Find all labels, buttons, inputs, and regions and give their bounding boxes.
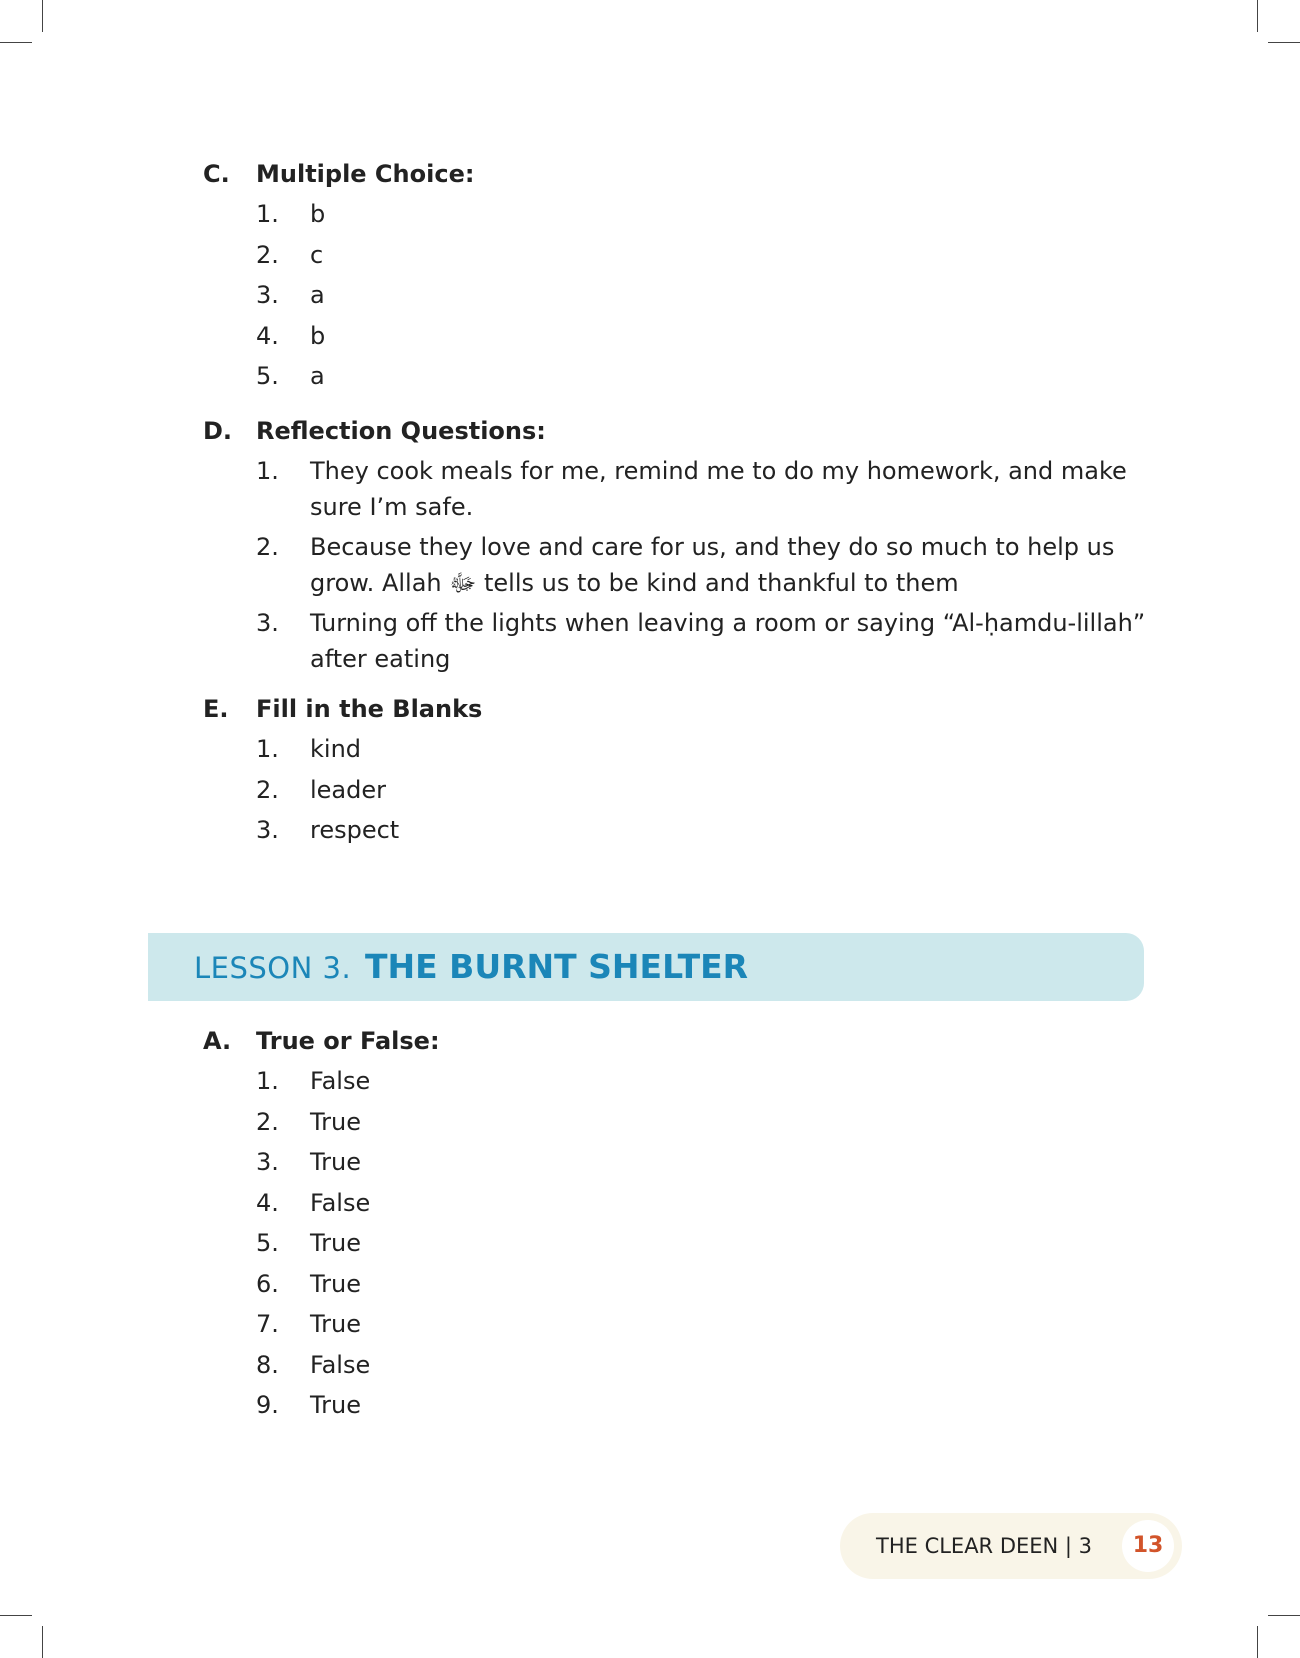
- lesson-number: LESSON 3.: [194, 951, 352, 985]
- item-number: 7.: [256, 1310, 279, 1338]
- list-item: [203, 1185, 1153, 1221]
- item-answer: They cook meals for me, remind me to do my homework, and make sure I’m safe.: [310, 457, 1127, 521]
- item-number: 8.: [256, 1350, 279, 1379]
- item-number: 1.: [256, 457, 279, 485]
- section-letter: E.: [203, 695, 229, 723]
- crop-mark: [0, 1615, 32, 1616]
- crop-mark: [1268, 1615, 1300, 1616]
- answer-list: [203, 1063, 1153, 1423]
- section-title: True or False:: [256, 1027, 440, 1055]
- list-item: [203, 1266, 1153, 1302]
- list-item: [203, 1225, 1153, 1261]
- answer-list: [203, 196, 1153, 394]
- list-item: [203, 318, 1153, 354]
- section-letter: A.: [203, 1027, 232, 1055]
- section-title: Multiple Choice:: [256, 160, 475, 188]
- crop-mark: [0, 42, 32, 43]
- item-number: 6.: [256, 1269, 279, 1298]
- item-number: 1.: [256, 1067, 279, 1095]
- list-item: [203, 772, 1153, 808]
- page-footer: [840, 1513, 1182, 1579]
- item-answer: b: [310, 321, 326, 350]
- crop-mark: [42, 1626, 43, 1658]
- item-number: 3.: [256, 281, 279, 309]
- section-heading: [203, 691, 1153, 727]
- item-number: 5.: [256, 362, 279, 390]
- list-item: [203, 529, 1153, 601]
- section-heading: [203, 156, 1153, 192]
- section-true-or-false: [203, 1023, 1153, 1428]
- list-item: [203, 237, 1153, 273]
- crop-mark: [1257, 1626, 1258, 1658]
- page-number: 13: [1122, 1520, 1174, 1572]
- list-item: [203, 358, 1153, 394]
- list-item: [203, 1387, 1153, 1423]
- section-letter: D.: [203, 417, 233, 445]
- item-number: 5.: [256, 1229, 279, 1257]
- list-item: [203, 812, 1153, 848]
- item-number: 1.: [256, 200, 279, 228]
- item-answer: kind: [310, 735, 362, 763]
- item-answer: a: [310, 362, 325, 390]
- crop-mark: [42, 0, 43, 32]
- item-number: 3.: [256, 1148, 279, 1176]
- item-answer: True: [310, 1107, 361, 1136]
- item-number: 4.: [256, 1188, 279, 1217]
- section-heading: [203, 1023, 1153, 1059]
- item-number: 2.: [256, 240, 279, 269]
- list-item: [203, 1347, 1153, 1383]
- item-answer: True: [310, 1148, 361, 1176]
- item-answer: c: [310, 240, 324, 269]
- item-answer: b: [310, 200, 326, 228]
- item-answer: leader: [310, 775, 387, 804]
- list-item: [203, 1306, 1153, 1342]
- item-number: 4.: [256, 321, 279, 350]
- item-answer: False: [310, 1350, 371, 1379]
- lesson-title: THE BURNT SHELTER: [365, 947, 749, 986]
- crop-mark: [1268, 42, 1300, 43]
- list-item: [203, 277, 1153, 313]
- section-title: Reflection Questions:: [256, 417, 546, 445]
- section-reflection-questions: [203, 413, 1153, 681]
- section-fill-in-the-blanks: [203, 691, 1153, 853]
- section-letter: C.: [203, 160, 230, 188]
- item-answer: True: [310, 1391, 361, 1419]
- list-item: [203, 731, 1153, 767]
- item-answer: a: [310, 281, 325, 309]
- section-title: Fill in the Blanks: [256, 695, 483, 723]
- item-answer: respect: [310, 816, 400, 844]
- item-number: 3.: [256, 609, 279, 637]
- list-item: [203, 605, 1153, 677]
- item-answer: Because they love and care for us, and they do so much to help us grow. Allah ﷻ tells us to be kind and thankful to them: [310, 533, 1115, 597]
- item-answer: False: [310, 1067, 371, 1095]
- list-item: [203, 196, 1153, 232]
- list-item: [203, 1104, 1153, 1140]
- item-number: 1.: [256, 735, 279, 763]
- section-multiple-choice: [203, 156, 1153, 399]
- answer-list: [203, 731, 1153, 848]
- item-answer: True: [310, 1269, 361, 1298]
- list-item: [203, 453, 1153, 525]
- book-title: THE CLEAR DEEN | 3: [876, 1534, 1093, 1558]
- list-item: [203, 1063, 1153, 1099]
- section-heading: [203, 413, 1153, 449]
- item-number: 2.: [256, 1107, 279, 1136]
- item-number: 9.: [256, 1391, 279, 1419]
- item-answer: True: [310, 1229, 361, 1257]
- crop-mark: [1257, 0, 1258, 32]
- item-number: 3.: [256, 816, 279, 844]
- item-answer: Turning off the lights when leaving a room or saying “Al-ḥamdu-lillah” after eating: [310, 609, 1146, 673]
- item-answer: False: [310, 1188, 371, 1217]
- item-answer: True: [310, 1310, 361, 1338]
- answer-list: [203, 453, 1153, 677]
- lesson-heading-bar: [148, 933, 1144, 1001]
- item-number: 2.: [256, 533, 279, 561]
- list-item: [203, 1144, 1153, 1180]
- item-number: 2.: [256, 775, 279, 804]
